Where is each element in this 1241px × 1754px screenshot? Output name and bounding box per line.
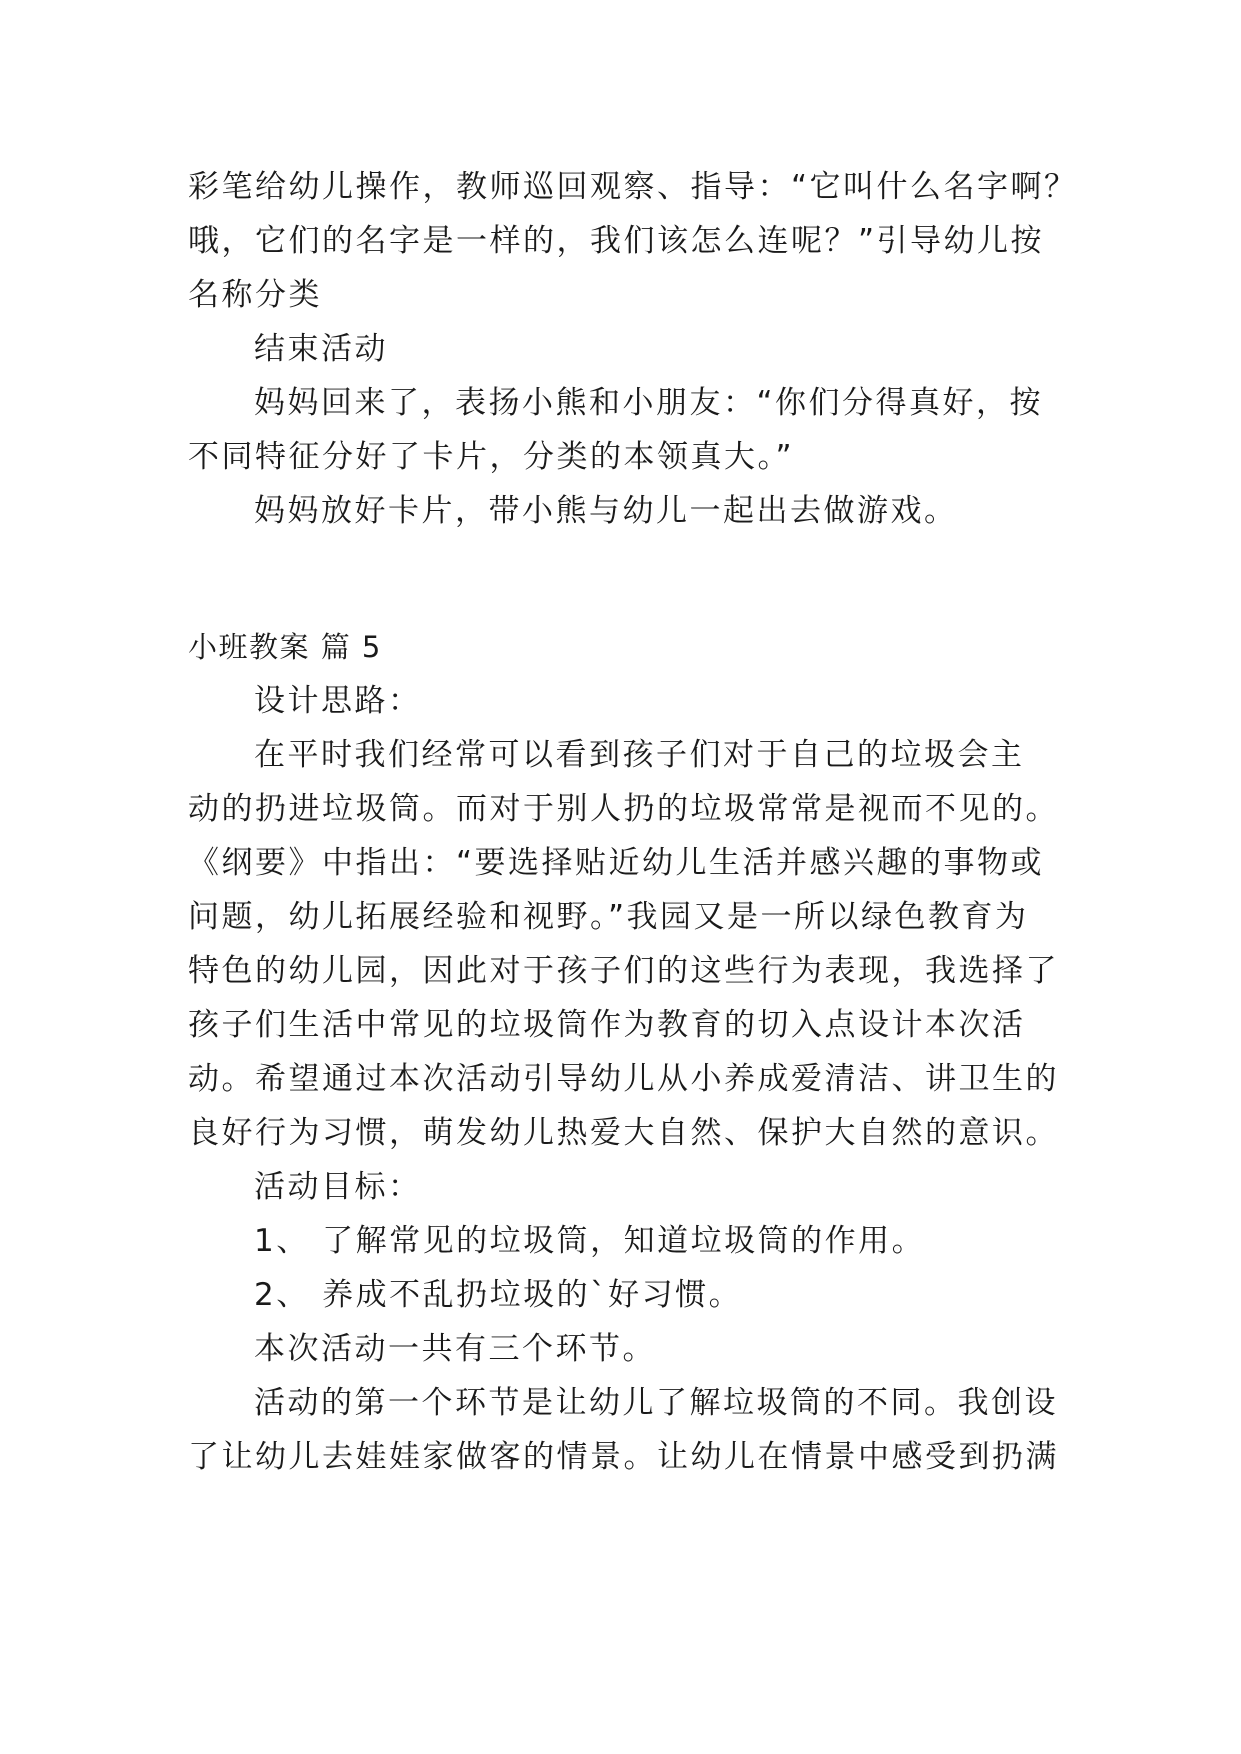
body-line: 妈妈放好卡片，带小熊与幼儿一起出去做游戏。 xyxy=(254,493,958,529)
body-line: 活动的第一个环节是让幼儿了解垃圾筒的不同。我创设 xyxy=(254,1385,1058,1421)
section-title: 小班教案 篇 5 xyxy=(188,630,382,664)
subheading-design: 设计思路： xyxy=(254,683,422,719)
subheading-goals: 活动目标： xyxy=(254,1169,422,1205)
body-line: 不同特征分好了卡片，分类的本领真大。” xyxy=(188,439,795,475)
goal-item: 1、 了解常见的垃圾筒，知道垃圾筒的作用。 xyxy=(254,1223,926,1259)
body-line: 特色的幼儿园，因此对于孩子们的这些行为表现，我选择了 xyxy=(188,953,1059,989)
body-line: 《纲要》中指出：“要选择贴近幼儿生活并感兴趣的事物或 xyxy=(188,845,1045,881)
body-line: 动。希望通过本次活动引导幼儿从小养成爱清洁、讲卫生的 xyxy=(188,1061,1059,1097)
body-line: 问题，幼儿拓展经验和视野。”我园又是一所以绿色教育为 xyxy=(188,899,1029,935)
body-line: 名称分类 xyxy=(188,277,322,313)
body-line: 动的扔进垃圾筒。而对于别人扔的垃圾常常是视而不见的。 xyxy=(188,791,1059,827)
goal-item: 2、 养成不乱扔垃圾的`好习惯。 xyxy=(254,1277,743,1313)
body-line: 了让幼儿去娃娃家做客的情景。让幼儿在情景中感受到扔满 xyxy=(188,1439,1059,1475)
body-line: 孩子们生活中常见的垃圾筒作为教育的切入点设计本次活 xyxy=(188,1007,1026,1043)
body-line: 良好行为习惯，萌发幼儿热爱大自然、保护大自然的意识。 xyxy=(188,1115,1059,1151)
body-line: 妈妈回来了，表扬小熊和小朋友：“你们分得真好，按 xyxy=(254,385,1044,421)
body-line: 本次活动一共有三个环节。 xyxy=(254,1331,656,1367)
body-line: 在平时我们经常可以看到孩子们对于自己的垃圾会主 xyxy=(254,737,1025,773)
body-line: 彩笔给幼儿操作，教师巡回观察、指导：“它叫什么名字啊？ xyxy=(188,169,1078,205)
section-spacer xyxy=(188,538,1088,620)
document-body xyxy=(188,160,1088,1484)
body-line: 哦，它们的名字是一样的，我们该怎么连呢？”引导幼儿按 xyxy=(188,223,1045,259)
subheading-end-activity: 结束活动 xyxy=(254,331,388,367)
